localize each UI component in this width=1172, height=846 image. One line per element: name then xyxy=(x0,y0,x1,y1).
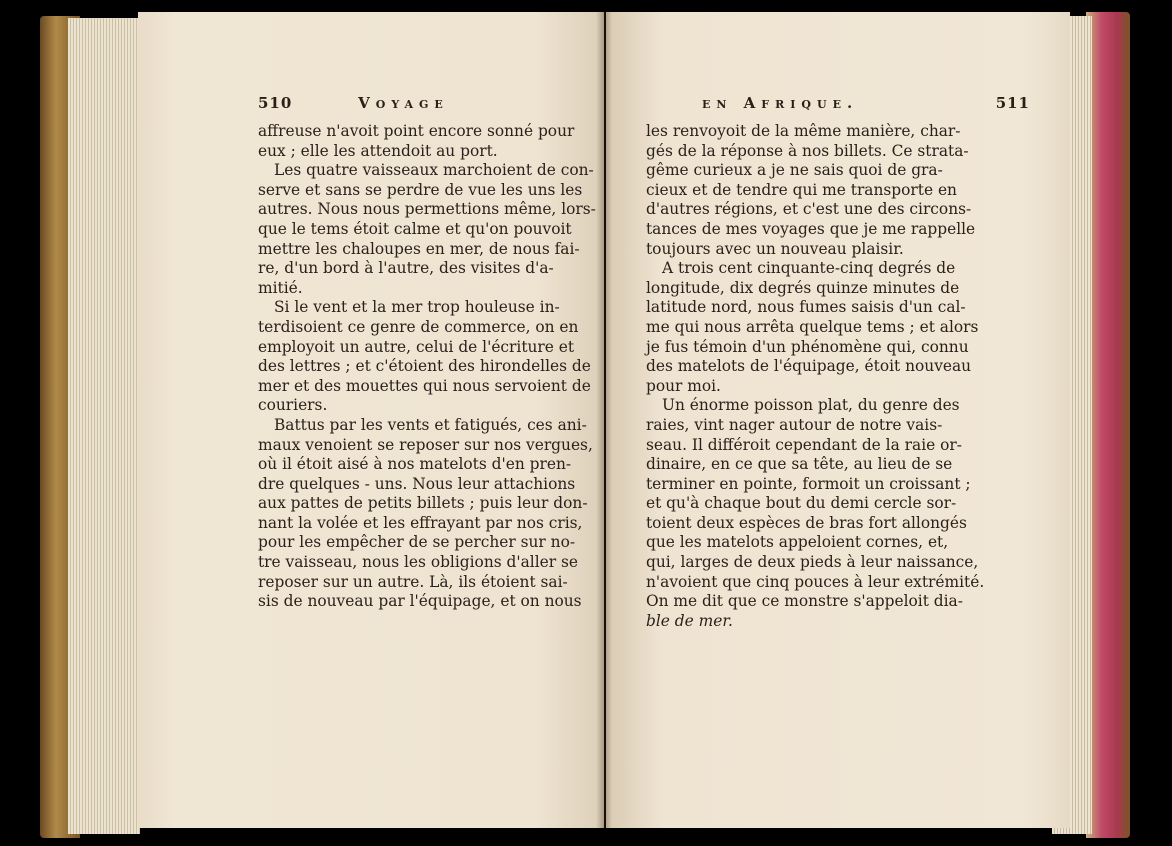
text-line: terminer en pointe, formoit un croissant ; xyxy=(646,474,971,493)
text-line: me qui nous arrêta quelque tems ; et alors xyxy=(646,317,979,336)
running-head: en Afrique. xyxy=(702,94,859,112)
text-line: affreuse n'avoit point encore sonné pour xyxy=(258,122,575,140)
text-line: toient deux espèces de bras fort allongés xyxy=(646,513,967,532)
page-number: 510 xyxy=(258,94,293,112)
text-line: des lettres ; et c'étoient des hirondelles de xyxy=(258,357,591,376)
text-line: On me dit que ce monstre s'appeloit dia- xyxy=(646,592,963,611)
left-page-text xyxy=(258,122,598,612)
text-line: aux pattes de petits billets ; puis leur don- xyxy=(258,494,588,513)
text-line: Battus par les vents et fatigués, ces ani- xyxy=(274,415,587,434)
text-line: Si le vent et la mer trop houleuse in- xyxy=(274,298,560,317)
text-line: ble de mer. xyxy=(646,611,733,630)
text-line: gême curieux a je ne sais quoi de gra- xyxy=(646,161,943,180)
text-line: terdisoient ce genre de commerce, on en xyxy=(258,317,579,336)
page-edges-left xyxy=(68,18,140,834)
text-line: je fus témoin d'un phénomène qui, connu xyxy=(646,337,969,356)
text-line: re, d'un bord à l'autre, des visites d'a- xyxy=(258,259,554,278)
text-line: couriers. xyxy=(258,396,328,415)
text-line: que les matelots appeloient cornes, et, xyxy=(646,533,949,552)
text-line: dre quelques - uns. Nous leur attachions xyxy=(258,474,576,493)
text-line: pour moi. xyxy=(646,376,721,395)
text-line: mer et des mouettes qui nous servoient de xyxy=(258,376,591,395)
text-line: et qu'à chaque bout du demi cercle sor- xyxy=(646,494,957,513)
text-line: toujours avec un nouveau plaisir. xyxy=(646,239,904,258)
text-line: latitude nord, nous fumes saisis d'un cal- xyxy=(646,298,966,317)
text-line: tances de mes voyages que je me rappelle xyxy=(646,219,976,238)
text-line: reposer sur un autre. Là, ils étoient sai- xyxy=(258,572,568,591)
text-line: qui, larges de deux pieds à leur naissance, xyxy=(646,553,979,572)
book-gutter xyxy=(596,12,612,828)
text-line: autres. Nous nous permettions même, lors- xyxy=(258,200,596,219)
text-line: maux venoient se reposer sur nos vergues, xyxy=(258,435,593,454)
text-line: tre vaisseau, nous les obligions d'aller se xyxy=(258,553,578,572)
text-line: cieux et de tendre qui me transporte en xyxy=(646,180,957,199)
text-line: pour les empêcher de se percher sur no- xyxy=(258,533,576,552)
text-line: Les quatre vaisseaux marchoient de con- xyxy=(274,161,594,180)
text-line: des matelots de l'équipage, étoit nouveau xyxy=(646,357,972,376)
text-line: où il étoit aisé à nos matelots d'en pren- xyxy=(258,455,572,474)
book-cover-right xyxy=(1086,12,1130,838)
text-line: gés de la réponse à nos billets. Ce strata- xyxy=(646,141,969,160)
text-line: n'avoient que cinq pouces à leur extrémité. xyxy=(646,572,985,591)
text-line: nant la volée et les effrayant par nos cris, xyxy=(258,513,583,532)
text-line: que le tems étoit calme et qu'on pouvoit xyxy=(258,219,572,238)
text-line: employoit un autre, celui de l'écriture et xyxy=(258,337,575,356)
right-page-text xyxy=(646,122,992,631)
right-page xyxy=(606,12,1070,828)
text-line: d'autres régions, et c'est une des circons- xyxy=(646,200,972,219)
open-book xyxy=(40,8,1130,838)
right-page-header xyxy=(702,94,1042,112)
text-line: sis de nouveau par l'équipage, et on nous xyxy=(258,592,582,611)
text-line: mettre les chaloupes en mer, de nous fai- xyxy=(258,239,580,258)
text-line: raies, vint nager autour de notre vais- xyxy=(646,415,943,434)
text-line: eux ; elle les attendoit au port. xyxy=(258,141,498,160)
left-page-header xyxy=(258,94,598,112)
text-line: seau. Il différoit cependant de la raie or- xyxy=(646,435,962,454)
text-line: les renvoyoit de la même manière, char- xyxy=(646,122,961,140)
page-number: 511 xyxy=(995,94,1030,112)
text-line: longitude, dix degrés quinze minutes de xyxy=(646,278,960,297)
running-head: Voyage xyxy=(358,94,449,112)
text-line: A trois cent cinquante-cinq degrés de xyxy=(662,259,956,278)
text-line: serve et sans se perdre de vue les uns les xyxy=(258,180,583,199)
text-line: Un énorme poisson plat, du genre des xyxy=(662,396,960,415)
text-line: mitié. xyxy=(258,278,303,297)
left-page xyxy=(138,12,604,828)
text-line: dinaire, en ce que sa tête, au lieu de se xyxy=(646,455,953,474)
